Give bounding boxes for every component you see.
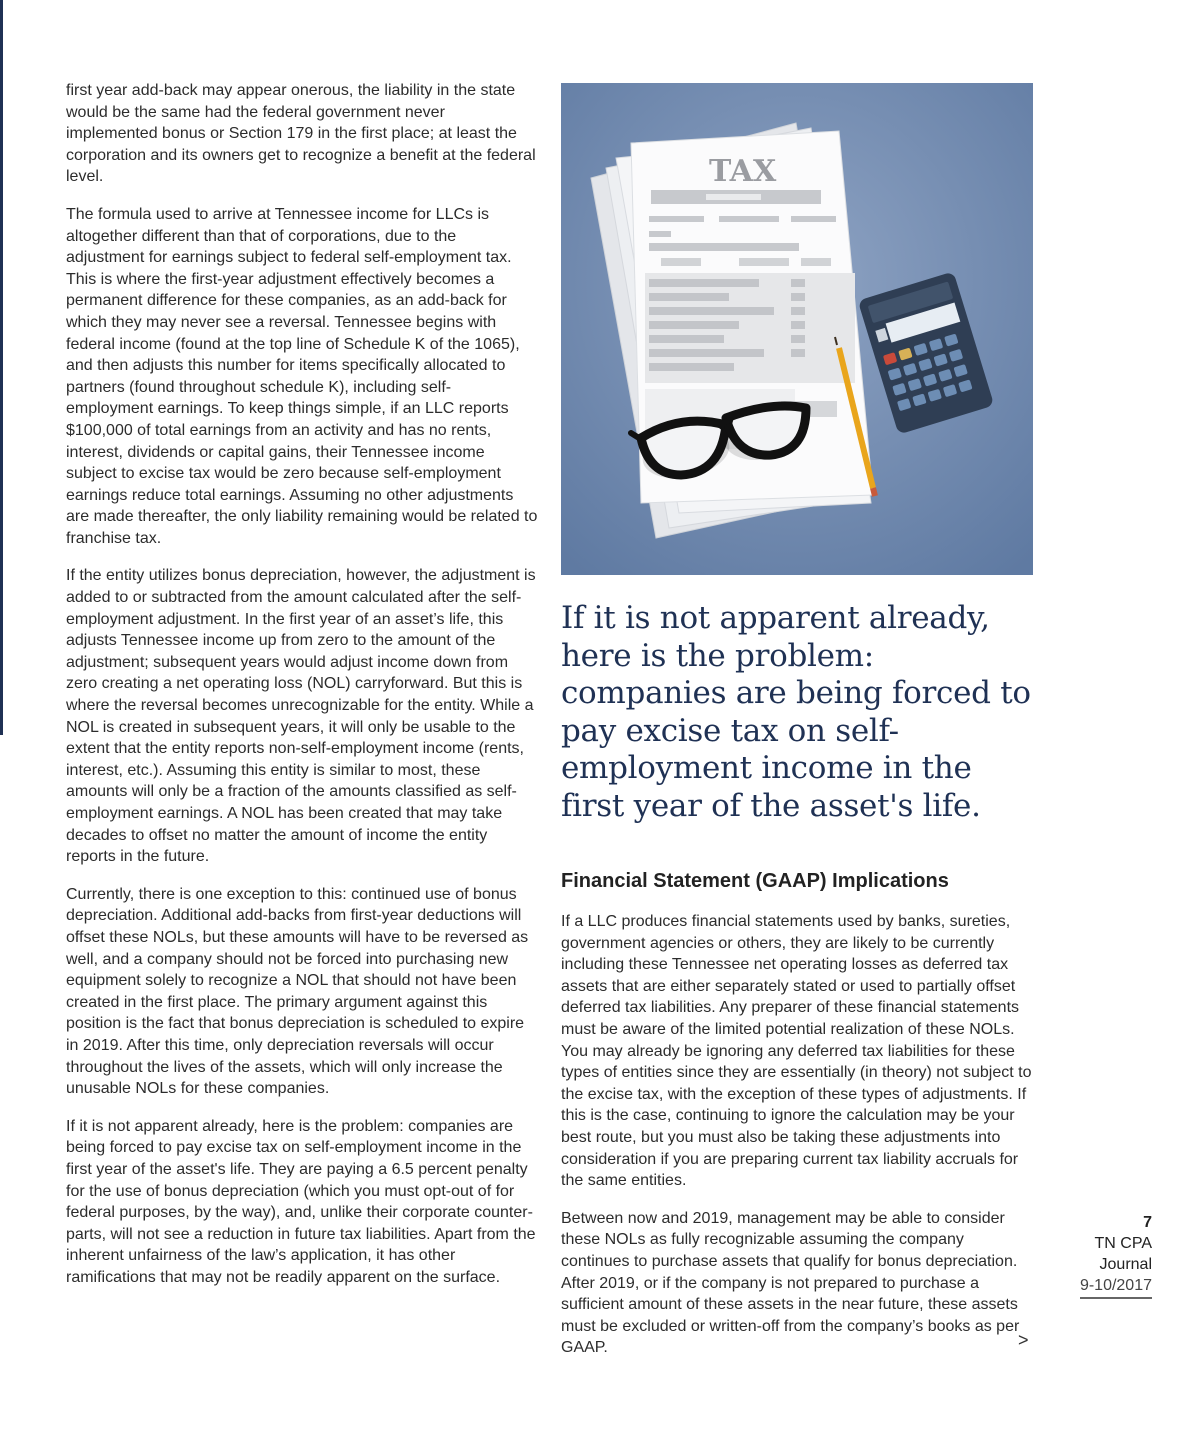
tax-form-title: TAX xyxy=(709,154,777,189)
body-paragraph: first year add-back may appear onerous, the liability in the state would be the same had the federal government never implemented bonus or Section 179 in the first place; at least the corporation and its owners get to recognize a benefit at the federal level. xyxy=(66,82,536,186)
body-paragraph: If it is not apparent already, here is the problem: companies are being forced to pay excise tax on self-employment income in the first year of the asset's life. They are paying a 6.5 percent penalty for the use of bonus depreciation (which you must opt-out of for federal purposes, by the way), and, unlike their corporate counter-parts, will not see a reduction in future tax liabilities. Apart from the inherent unfairness of the law’s application, it has other ramifications that may not be readily apparent on the surface. xyxy=(66,1117,536,1286)
tax-illustration-svg xyxy=(561,83,1033,575)
tax-illustration xyxy=(561,83,1033,575)
body-paragraph: If the entity utilizes bonus depreciation, however, the adjustment is added to or subtracted from the amount calculated after the self-employment adjustment. In the first year of an asset’s life, this adjusts Tennessee income up from zero to the amount of the adjustment; subsequent years would adjust income down from zero creating a net operating loss (NOL) carryforward. But this is where the reversal becomes unrecognizable for the entity. While a NOL is created in subsequent years, it will only be usable to the extent that the entity reports non-self-employment income (rents, interest, etc.). Assuming this entity is similar to most, these amounts will only be a fraction of the amounts classified as self-employment earnings. A NOL has been created that may take decades to offset no matter the amount of income the entity reports in the future. xyxy=(66,567,536,866)
pull-quote: If it is not apparent already, here is the problem: companies are being forced to pay excise tax on self-employment income in the first year of the asset's life. xyxy=(561,600,1031,824)
right-column xyxy=(561,870,1033,1375)
publication-name-line1: TN CPA xyxy=(1094,1235,1152,1252)
issue-date: 9-10/2017 xyxy=(1080,1275,1152,1299)
body-paragraph: The formula used to arrive at Tennessee income for LLCs is altogether different than that of corporations, due to the adjustment for earnings subject to federal self-employment tax. This is where the first-year adjustment effectively becomes a permanent difference for these companies, as an add-back for which they may never see a reversal. Tennessee begins with federal income (found at the top line of Schedule K of the 1065), and then adjusts this number for items specifically allocated to partners (found throughout schedule K), including self-employment earnings. To keep things simple, if an LLC reports $100,000 of total earnings from an activity and has no rents, interest, dividends or capital gains, their Tennessee income subject to excise tax would be zero because self-employment earnings reduce total earnings. Assuming no other adjustments are made thereafter, the only liability remaining would be related to franchise tax. xyxy=(66,205,538,547)
publication-name-line2: Journal xyxy=(1099,1256,1152,1273)
body-paragraph: If a LLC produces financial statements used by banks, sureties, government agencies or others, they are likely to be currently including these Tennessee net operating losses as deferred tax assets that are either separately stated or used to partially offset deferred tax liabilities. Any preparer of these financial statements must be aware of the limited potential realization of these NOLs. You may already be ignoring any deferred tax liabilities for these types of entities since they are essentially (in theory) not subject to the excise tax, with the exception of these types of adjustments. If this is the case, continuing to ignore the calculation may be your best route, but you must also be taking these adjustments into consideration if you are preparing current tax liability accruals for the same entities. xyxy=(561,913,1032,1190)
page-folio xyxy=(1042,1212,1152,1299)
left-column xyxy=(66,80,538,1304)
edge-accent-bar xyxy=(0,0,3,735)
next-page-arrow[interactable]: > xyxy=(1018,1330,1029,1350)
page-number: 7 xyxy=(1143,1214,1152,1231)
body-paragraph: Currently, there is one exception to this: continued use of bonus depreciation. Additional add-backs from first-year deductions will offset these NOLs, but these amounts will have to be reversed as well, and a company should not be forced into purchasing new equipment solely to recognize a NOL that should not have been created in the first place. The primary argument against this position is the fact that bonus depreciation is scheduled to expire in 2019. After this time, only depreciation reversals will occur throughout the lives of the assets, which will only increase the unusable NOLs for these companies. xyxy=(66,885,529,1098)
section-heading: Financial Statement (GAAP) Implications xyxy=(561,870,949,892)
body-paragraph: Between now and 2019, management may be able to consider these NOLs as fully recognizable assuming the company continues to purchase assets that qualify for bonus depreciation. After 2019, or if the company is not prepared to purchase a sufficient amount of these assets in the near future, these assets must be excluded or written-off from the company’s books as per GAAP. xyxy=(561,1209,1020,1357)
